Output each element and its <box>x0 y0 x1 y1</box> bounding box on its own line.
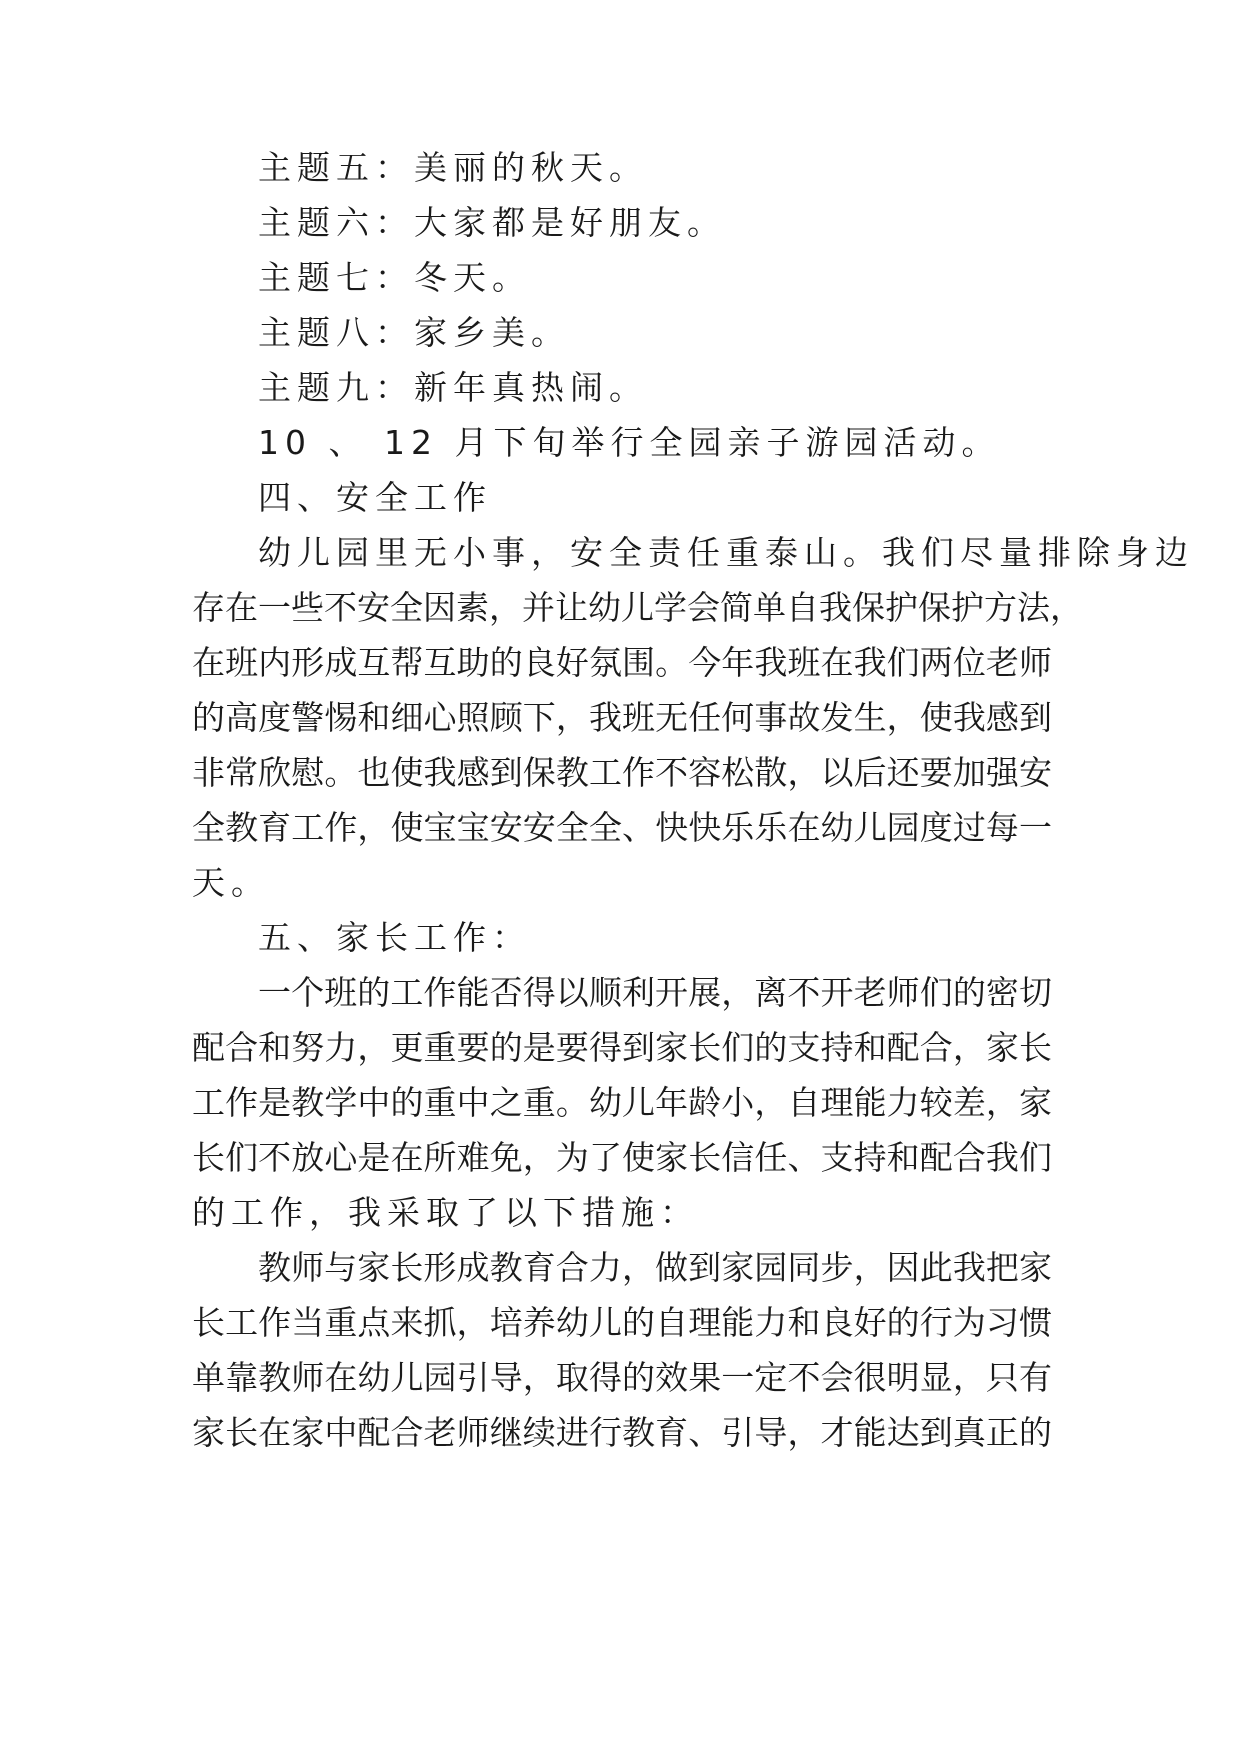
paragraph-line: 配合和努力，更重要的是要得到家长们的支持和配合，家长 <box>192 1028 1052 1067</box>
section-heading: 五、家长工作： <box>258 918 531 957</box>
text-line: 10 、 12 月下旬举行全园亲子游园活动。 <box>258 423 1001 462</box>
section-heading: 四、安全工作 <box>258 478 492 517</box>
text-line: 主题七：冬天。 <box>258 258 531 297</box>
text-line: 主题八：家乡美。 <box>258 313 570 352</box>
paragraph-line: 存在一些不安全因素，并让幼儿学会简单自我保护保护方法， <box>192 588 1083 627</box>
paragraph-line: 在班内形成互帮互助的良好氛围。今年我班在我们两位老师 <box>192 643 1052 682</box>
paragraph-line: 教师与家长形成教育合力，做到家园同步，因此我把家 <box>258 1248 1052 1287</box>
paragraph-line: 非常欣慰。也使我感到保教工作不容松散，以后还要加强安 <box>192 753 1052 792</box>
text-line: 主题九：新年真热闹。 <box>258 368 648 407</box>
paragraph-line: 工作是教学中的重中之重。幼儿年龄小，自理能力较差，家 <box>192 1083 1052 1122</box>
paragraph-line: 长工作当重点来抓，培养幼儿的自理能力和良好的行为习惯 <box>192 1303 1052 1342</box>
text-line: 主题六：大家都是好朋友。 <box>258 203 726 242</box>
paragraph-line: 长们不放心是在所难免，为了使家长信任、支持和配合我们 <box>192 1138 1052 1177</box>
paragraph-line: 单靠教师在幼儿园引导，取得的效果一定不会很明显，只有 <box>192 1358 1052 1397</box>
paragraph-line: 天。 <box>192 863 270 902</box>
paragraph-line: 的工作，我采取了以下措施： <box>192 1193 699 1232</box>
paragraph-line: 一个班的工作能否得以顺利开展，离不开老师们的密切 <box>258 973 1052 1012</box>
paragraph-line: 全教育工作，使宝宝安安全全、快快乐乐在幼儿园度过每一 <box>192 808 1052 847</box>
text-line: 主题五：美丽的秋天。 <box>258 148 648 187</box>
paragraph-line: 幼儿园里无小事，安全责任重泰山。我们尽量排除身边 <box>258 533 1194 572</box>
paragraph-line: 家长在家中配合老师继续进行教育、引导，才能达到真正的 <box>192 1413 1052 1452</box>
paragraph-line: 的高度警惕和细心照顾下，我班无任何事故发生，使我感到 <box>192 698 1052 737</box>
